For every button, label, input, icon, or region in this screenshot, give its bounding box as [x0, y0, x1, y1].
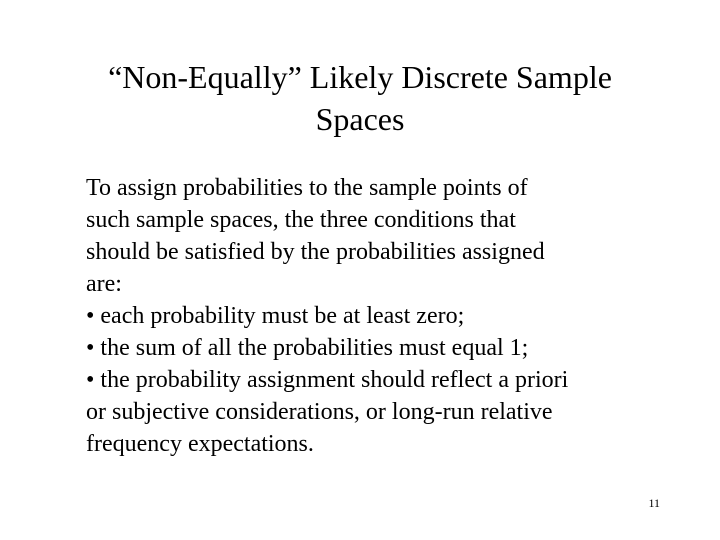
body-line-1: To assign probabilities to the sample points of: [86, 175, 528, 201]
body-line-3: should be satisfied by the probabilities assigned: [86, 239, 545, 265]
title-line-2: Spaces: [315, 101, 405, 137]
title-line-1: “Non-Equally” Likely Discrete Sample: [108, 59, 612, 95]
bullet-item-1: • each probability must be at least zero;: [86, 303, 465, 329]
body-line-4: are:: [86, 271, 122, 297]
slide-body-text: [86, 172, 686, 460]
bullet-item-3-line-3: frequency expectations.: [86, 431, 314, 457]
bullet-item-3-line-2: or subjective considerations, or long-run relative: [86, 399, 553, 425]
bullet-item-2: • the sum of all the probabilities must equal 1;: [86, 335, 529, 361]
slide-title: [40, 56, 680, 140]
body-line-2: such sample spaces, the three conditions that: [86, 207, 516, 233]
page-number: 11: [648, 496, 660, 510]
bullet-item-3-line-1: • the probability assignment should reflect a priori: [86, 367, 569, 393]
